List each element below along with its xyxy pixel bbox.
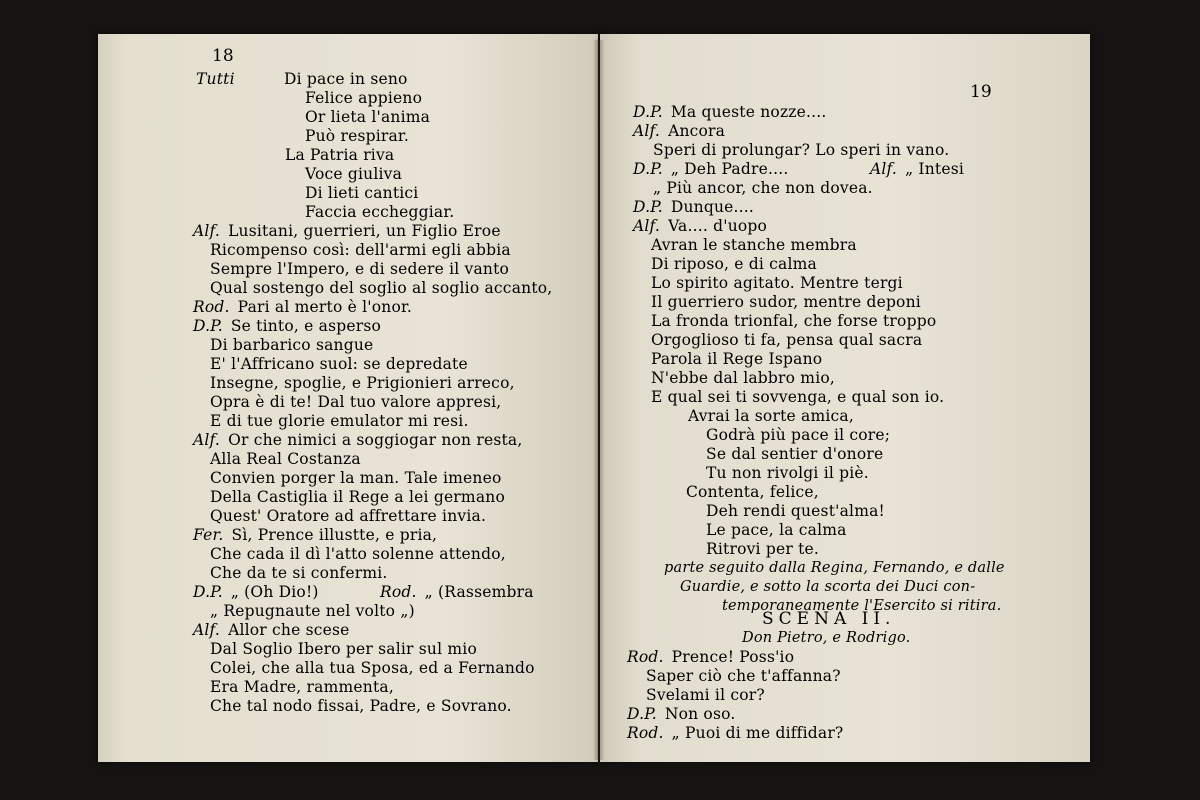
dialogue-line: Sempre l'Impero, e di sedere il vanto xyxy=(210,260,510,278)
verse-line: Se dal sentier d'onore xyxy=(706,445,884,463)
verse-line: Ritrovi per te. xyxy=(706,540,819,558)
dialogue-line: Rod. Pari al merto è l'onor. xyxy=(193,298,413,316)
verse-line: Deh rendi quest'alma! xyxy=(706,502,885,520)
dialogue-line: Colei, che alla tua Sposa, ed a Fernando xyxy=(210,659,535,677)
verse-line: Le pace, la calma xyxy=(706,521,847,539)
dialogue-line: D.P. Dunque.... xyxy=(633,198,755,216)
stage-direction: parte seguito dalla Regina, Fernando, e dalle xyxy=(664,560,1005,576)
dialogue-line: Parola il Rege Ispano xyxy=(651,350,823,368)
scene-title: SCENA II. xyxy=(762,609,896,629)
stage-direction: Guardie, e sotto la scorta dei Duci con- xyxy=(680,579,976,595)
verse-line: Tu non rivolgi il piè. xyxy=(706,464,869,482)
dialogue-line: Fer. Sì, Prence illustte, e pria, xyxy=(193,526,438,544)
dialogue-line: E di tue glorie emulator mi resi. xyxy=(210,412,469,430)
verse-line: Contenta, felice, xyxy=(686,483,819,501)
dialogue-line: Alf. Ancora xyxy=(633,122,726,140)
page-number-right: 19 xyxy=(970,82,992,102)
dialogue-line: Alf. Va.... d'uopo xyxy=(633,217,768,235)
verse-line: La Patria riva xyxy=(285,146,395,164)
verse-line: Di pace in seno xyxy=(284,70,408,88)
dialogue-line: Alf. „ Intesi xyxy=(870,160,965,178)
dialogue-line: Alla Real Costanza xyxy=(210,450,361,468)
dialogue-line: Rod. „ Puoi di me diffidar? xyxy=(627,724,844,742)
dialogue-line: Alf. Or che nimici a soggiogar non resta, xyxy=(193,431,523,449)
stage-direction: temporaneamente l'Esercito si ritira. xyxy=(722,598,1002,614)
dialogue-line: Qual sostengo del soglio al soglio accanto, xyxy=(210,279,553,297)
dialogue-line: Svelami il cor? xyxy=(646,686,765,704)
dialogue-line: Quest' Oratore ad affrettare invia. xyxy=(210,507,487,525)
dialogue-line: Della Castiglia il Rege a lei germano xyxy=(210,488,505,506)
dialogue-line: La fronda trionfal, che forse troppo xyxy=(651,312,937,330)
dialogue-line: Saper ciò che t'affanna? xyxy=(646,667,841,685)
verse-line: Avrai la sorte amica, xyxy=(688,407,854,425)
dialogue-line: „ Più ancor, che non dovea. xyxy=(653,179,873,197)
verse-line: Felice appieno xyxy=(305,89,423,107)
dialogue-line: N'ebbe dal labbro mio, xyxy=(651,369,836,387)
dialogue-line: Di riposo, e di calma xyxy=(651,255,817,273)
dialogue-line: E qual sei ti sovvenga, e qual son io. xyxy=(651,388,945,406)
dialogue-line: Opra è di te! Dal tuo valore appresi, xyxy=(210,393,502,411)
dialogue-line: D.P. „ Deh Padre.... xyxy=(633,160,789,178)
page-number-left: 18 xyxy=(212,46,234,66)
dialogue-line: D.P. Ma queste nozze.... xyxy=(633,103,827,121)
dialogue-line: Alf. Allor che scese xyxy=(193,621,350,639)
dialogue-line: Rod. Prence! Poss'io xyxy=(627,648,795,666)
dialogue-line: Era Madre, rammenta, xyxy=(210,678,394,696)
dialogue-line: Orgoglioso ti fa, pensa qual sacra xyxy=(651,331,923,349)
dialogue-line: Il guerriero sudor, mentre deponi xyxy=(651,293,921,311)
dialogue-line: Alf. Lusitani, guerrieri, un Figlio Eroe xyxy=(193,222,501,240)
dialogue-line: Dal Soglio Ibero per salir sul mio xyxy=(210,640,477,658)
verse-line: Voce giuliva xyxy=(305,165,403,183)
verse-line: Di lieti cantici xyxy=(305,184,419,202)
verse-line: Godrà più pace il core; xyxy=(706,426,891,444)
dialogue-line: Insegne, spoglie, e Prigionieri arreco, xyxy=(210,374,515,392)
dialogue-line: D.P. Se tinto, e asperso xyxy=(193,317,382,335)
dialogue-line: D.P. Non oso. xyxy=(627,705,736,723)
dialogue-line: Convien porger la man. Tale imeneo xyxy=(210,469,502,487)
dialogue-line: D.P. „ (Oh Dio!) xyxy=(193,583,319,601)
dialogue-line: Che tal nodo fissai, Padre, e Sovrano. xyxy=(210,697,512,715)
dialogue-line: Rod. „ (Rassembra xyxy=(380,583,534,601)
dialogue-line: E' l'Affricano suol: se depredate xyxy=(210,355,468,373)
verse-line: Or lieta l'anima xyxy=(305,108,431,126)
dialogue-line: Di barbarico sangue xyxy=(210,336,374,354)
speaker-label: Tutti xyxy=(196,70,235,88)
book-gutter xyxy=(593,40,605,760)
dialogue-line: Avran le stanche membra xyxy=(651,236,857,254)
dialogue-line: Speri di prolungar? Lo speri in vano. xyxy=(653,141,950,159)
scene-characters: Don Pietro, e Rodrigo. xyxy=(742,630,911,646)
dialogue-line: Che da te si confermi. xyxy=(210,564,388,582)
verse-line: Può respirar. xyxy=(305,127,409,145)
dialogue-line: „ Repugnaute nel volto „) xyxy=(210,602,415,620)
dialogue-line: Che cada il dì l'atto solenne attendo, xyxy=(210,545,506,563)
dialogue-line: Lo spirito agitato. Mentre tergi xyxy=(651,274,903,292)
verse-line: Faccia eccheggiar. xyxy=(305,203,455,221)
dialogue-line: Ricompenso così: dell'armi egli abbia xyxy=(210,241,511,259)
